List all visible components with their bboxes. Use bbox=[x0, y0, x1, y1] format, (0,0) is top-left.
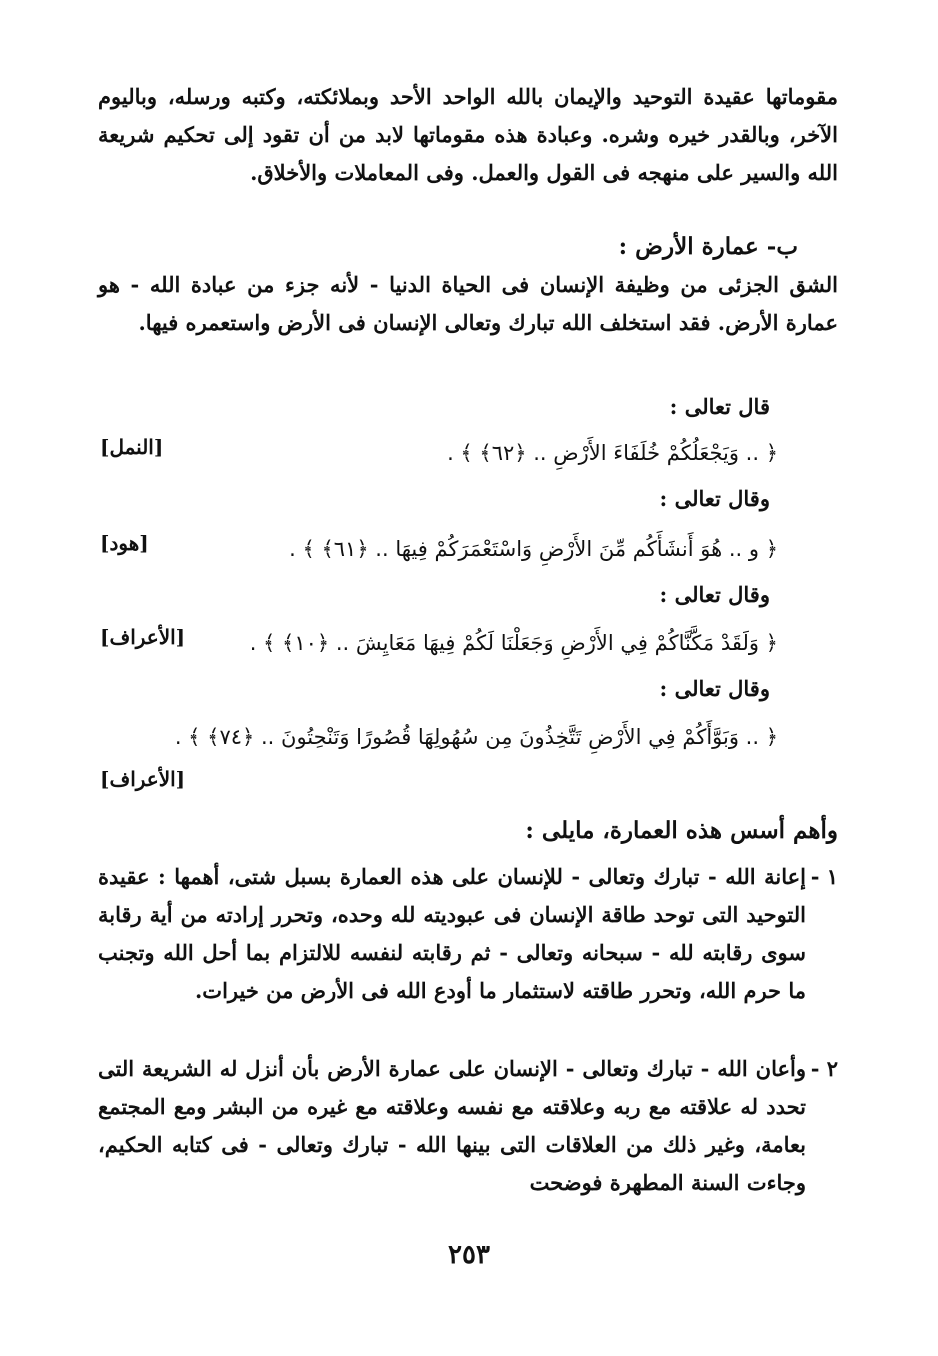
surah-reference: [هود] bbox=[100, 531, 149, 555]
list-item-text: إعانة الله - تبارك وتعالى - للإنسان على هذه العمارة بسبل شتى، أهمها : عقيدة التوحيد التى توحد طاقة الإنسان فى عبوديته لله وحده، وتحرر إرادته من أية رقابة سوى رقابته لله - سبحانه وتعالى - ثم رقابته لنفسه للالتزام بما أحل الله وتجنب ما حرم الله، وتحرر طاقته لاستثمار ما أودع الله فى الأرض من خيرات. bbox=[98, 864, 806, 1003]
verse-intro: وقال تعالى : bbox=[659, 486, 770, 511]
quran-verse: ﴿ .. وَبَوَّأَكُمْ فِي الأَرْضِ تَتَّخِذُونَ مِن سُهُولِهَا قُصُورًا وَتَنْحِتُونَ .. ﴿٧٤﴾ ﴾ . bbox=[174, 725, 778, 749]
list-item-number: ٢ - bbox=[810, 1056, 838, 1081]
foundations-heading: وأهم أسس هذه العمارة، مايلى : bbox=[525, 817, 838, 844]
verse-intro: وقال تعالى : bbox=[659, 676, 770, 701]
section-heading-earth-building: ب- عمارة الأرض : bbox=[618, 233, 798, 260]
list-item bbox=[98, 1050, 838, 1202]
verse-intro: وقال تعالى : bbox=[659, 582, 770, 607]
paragraph-earth-building: الشق الجزئى من وظيفة الإنسان فى الحياة الدنيا - لأنه جزء من عبادة الله - هو عمارة الأرض. فقد استخلف الله تبارك وتعالى الإنسان فى الأرض واستعمره فيها. bbox=[98, 272, 838, 335]
surah-reference: [الأعراف] bbox=[100, 767, 186, 791]
page-number: ٢٥٣ bbox=[448, 1240, 490, 1270]
surah-reference: [الأعراف] bbox=[100, 625, 186, 649]
paragraph-intro: مقوماتها عقيدة التوحيد والإيمان بالله الواحد الأحد وبملائكته، وكتبه ورسله، وباليوم الآخر، وبالقدر خيره وشره. وعبادة هذه مقوماتها لابد من أن تقود إلى تحكيم شريعة الله والسير على منهجه فى القول والعمل. وفى المعاملات والأخلاق. bbox=[98, 84, 838, 185]
quran-verse: ﴿ وَلَقَدْ مَكَّنَّاكُمْ فِي الأَرْضِ وَجَعَلْنَا لَكُمْ فِيهَا مَعَايِشَ .. ﴿١٠﴾ ﴾ . bbox=[249, 631, 778, 655]
quran-verse: ﴿ .. وَيَجْعَلُكُمْ خُلَفَاءَ الأَرْضِ .. ﴿٦٢﴾ ﴾ . bbox=[447, 441, 778, 465]
list-item-text: وأعان الله - تبارك وتعالى - الإنسان على عمارة الأرض بأن أنزل له الشريعة التى تحدد له علاقته مع ربه وعلاقته مع نفسه وعلاقته مع غيره من البشر ومع المجتمع بعامة، وغير ذلك من العلاقات التى بينها الله - تبارك وتعالى - فى كتابه الحكيم، وجاءت السنة المطهرة فوضحت bbox=[98, 1056, 806, 1195]
surah-reference: [النمل] bbox=[100, 435, 164, 459]
quran-verse: ﴿ و .. هُوَ أَنشَأَكُم مِّنَ الأَرْضِ وَاسْتَعْمَرَكُمْ فِيهَا .. ﴿٦١﴾ ﴾ . bbox=[289, 537, 778, 561]
verse-intro: قال تعالى : bbox=[669, 394, 770, 419]
list-item-number: ١ - bbox=[810, 864, 838, 889]
list-item bbox=[98, 858, 838, 1010]
